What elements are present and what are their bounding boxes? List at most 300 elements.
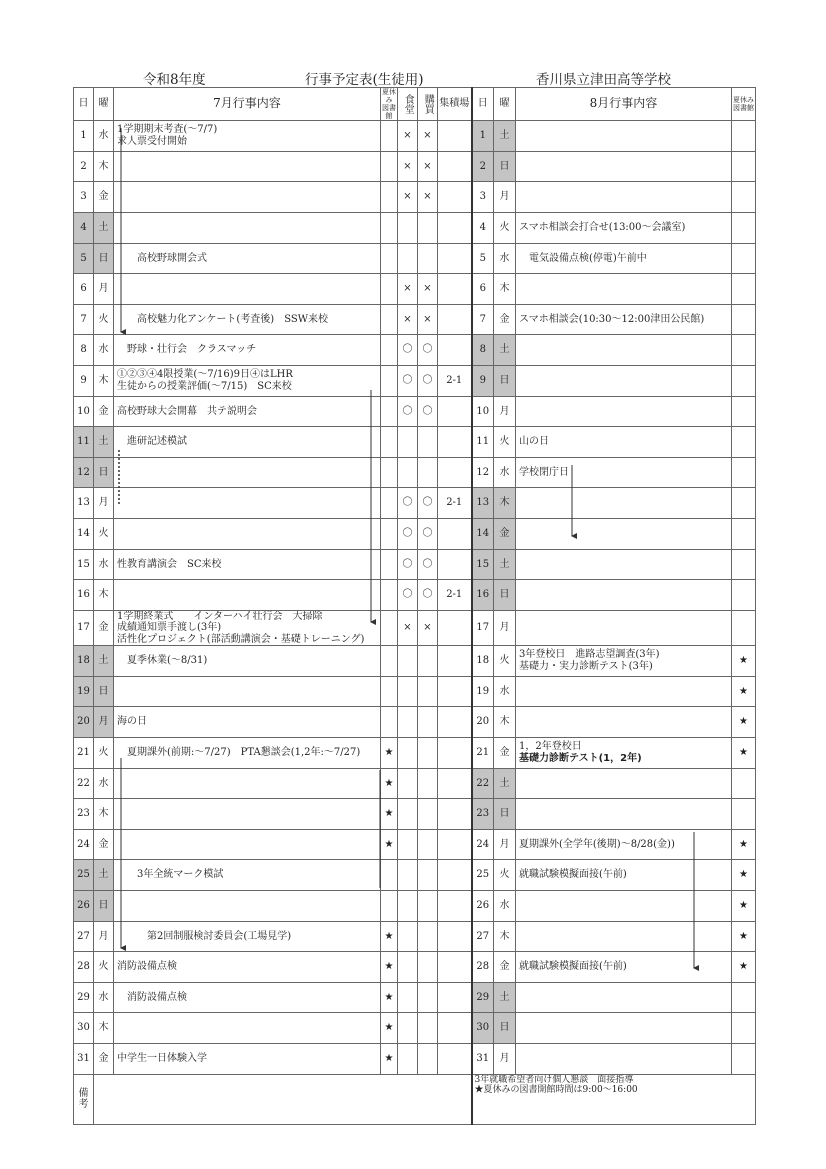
july-day-number: 8 [74,335,94,366]
july-cafeteria-mark [398,737,418,768]
july-shop-mark: × [418,610,438,646]
aug-weekday: 木 [494,707,516,738]
july-library-mark [381,274,398,305]
july-day-number: 7 [74,304,94,335]
july-weekday: 日 [94,457,114,488]
july-day-number: 6 [74,274,94,305]
july-library-mark [381,549,398,580]
aug-library-mark [732,396,756,427]
july-day-number: 2 [74,151,94,182]
aug-day-number: 28 [472,952,494,983]
july-library-mark [381,151,398,182]
july-collect-group [438,952,472,983]
july-shop-mark [418,982,438,1013]
table-row [74,457,756,488]
aug-day-number: 9 [472,365,494,396]
july-library-mark: ★ [381,921,398,952]
aug-event: スマホ相談会打合せ(13:00～会議室) [516,212,732,243]
aug-day-number: 6 [472,274,494,305]
july-weekday: 水 [94,121,114,152]
notes-row [74,1074,756,1124]
aug-library-mark [732,151,756,182]
july-day-number: 22 [74,768,94,799]
july-collect-group [438,829,472,860]
july-collect-group [438,518,472,549]
july-shop-mark [418,921,438,952]
school-name: 香川県立津田高等学校 [536,72,671,88]
aug-weekday: 木 [494,921,516,952]
july-event: 1学期終業式 インターハイ壮行会 大掃除 成績通知票手渡し(3年) 活性化プロジェクト(部活動講演会・基礎トレーニング) [114,610,381,646]
july-library-mark: ★ [381,1043,398,1074]
july-shop-mark: 〇 [418,549,438,580]
july-cafeteria-mark [398,707,418,738]
aug-day-number: 1 [472,121,494,152]
aug-weekday: 土 [494,121,516,152]
july-library-mark: ★ [381,1013,398,1044]
july-collect-group: 2-1 [438,488,472,519]
july-shop-mark [418,799,438,830]
july-event: 性教育講演会 SC来校 [114,549,381,580]
aug-day-number: 24 [472,829,494,860]
july-cafeteria-mark [398,427,418,458]
july-collect-group [438,921,472,952]
july-event [114,212,381,243]
header-weekday: 曜 [94,88,114,121]
july-shop-mark [418,1043,438,1074]
july-weekday: 金 [94,829,114,860]
july-day-number: 29 [74,982,94,1013]
july-library-mark [381,182,398,213]
aug-event [516,921,732,952]
july-collect-group [438,860,472,891]
aug-event [516,396,732,427]
july-library-mark [381,457,398,488]
table-row [74,982,756,1013]
schedule-table [73,87,756,1125]
july-collect-group [438,707,472,738]
aug-library-mark [732,212,756,243]
july-collect-group [438,1043,472,1074]
july-collect-group [438,335,472,366]
july-collect-group [438,151,472,182]
aug-weekday: 日 [494,799,516,830]
july-shop-mark: 〇 [418,396,438,427]
july-collect-group [438,982,472,1013]
july-cafeteria-mark [398,1043,418,1074]
aug-library-mark [732,488,756,519]
july-event: 夏期課外(前期:～7/27) PTA懇談会(1,2年:～7/27) [114,737,381,768]
july-shop-mark [418,676,438,707]
july-cafeteria-mark: 〇 [398,580,418,611]
aug-library-mark [732,1043,756,1074]
july-library-mark: ★ [381,829,398,860]
july-cafeteria-mark: × [398,182,418,213]
aug-weekday: 金 [494,518,516,549]
july-collect-group [438,1013,472,1044]
july-day-number: 25 [74,860,94,891]
july-cafeteria-mark: × [398,610,418,646]
aug-library-mark: ★ [732,890,756,921]
july-cafeteria-mark [398,676,418,707]
aug-event [516,182,732,213]
july-cafeteria-mark [398,243,418,274]
aug-event-line: 1，2年登校日 [519,741,582,753]
aug-library-mark: ★ [732,860,756,891]
aug-event-bold-line: 基礎力診断テスト(1，2年) [519,752,642,764]
july-shop-mark [418,829,438,860]
july-event: 中学生一日体験入学 [114,1043,381,1074]
aug-library-mark: ★ [732,676,756,707]
aug-weekday: 木 [494,274,516,305]
aug-event [516,580,732,611]
july-cafeteria-mark [398,799,418,830]
aug-weekday: 月 [494,396,516,427]
july-cafeteria-mark: × [398,304,418,335]
july-event: 高校魅力化アンケート(考査後) SSW来校 [114,304,381,335]
aug-day-number: 29 [472,982,494,1013]
july-event [114,457,381,488]
aug-day-number: 16 [472,580,494,611]
july-weekday: 水 [94,982,114,1013]
aug-weekday: 水 [494,676,516,707]
aug-weekday: 水 [494,243,516,274]
july-collect-group [438,121,472,152]
header-aug-weekday: 曜 [494,88,516,121]
july-library-mark [381,396,398,427]
aug-weekday: 火 [494,860,516,891]
july-library-mark [381,610,398,646]
july-shop-mark [418,737,438,768]
era-label: 令和8年度 [143,72,206,88]
aug-library-mark [732,518,756,549]
july-weekday: 月 [94,274,114,305]
aug-library-mark [732,365,756,396]
july-weekday: 金 [94,396,114,427]
aug-weekday: 月 [494,610,516,646]
aug-day-number: 27 [472,921,494,952]
july-library-mark [381,427,398,458]
aug-library-mark [732,580,756,611]
table-row [74,182,756,213]
july-cafeteria-mark: 〇 [398,365,418,396]
july-shop-mark [418,212,438,243]
aug-day-number: 7 [472,304,494,335]
july-library-mark [381,243,398,274]
july-library-mark [381,518,398,549]
july-collect-group [438,457,472,488]
july-shop-mark: 〇 [418,580,438,611]
july-cafeteria-mark: × [398,151,418,182]
aug-event [516,274,732,305]
july-event [114,768,381,799]
july-event: 高校野球開会式 [114,243,381,274]
aug-weekday: 土 [494,335,516,366]
aug-weekday: 土 [494,982,516,1013]
aug-library-mark [732,768,756,799]
july-collect-group [438,182,472,213]
table-row [74,707,756,738]
header-july: 7月行事内容 [114,88,381,121]
july-event [114,274,381,305]
aug-library-mark [732,274,756,305]
aug-library-mark: ★ [732,952,756,983]
july-shop-mark [418,707,438,738]
aug-weekday: 月 [494,829,516,860]
july-day-number: 9 [74,365,94,396]
table-row [74,768,756,799]
july-day-number: 20 [74,707,94,738]
july-shop-mark: 〇 [418,365,438,396]
aug-event [516,549,732,580]
july-cafeteria-mark [398,768,418,799]
table-row [74,518,756,549]
aug-event: 電気設備点検(停電)午前中 [516,243,732,274]
july-day-number: 10 [74,396,94,427]
july-day-number: 19 [74,676,94,707]
aug-event: 山の日 [516,427,732,458]
aug-day-number: 8 [472,335,494,366]
notes-label: 備 考 [74,1074,94,1124]
table-row [74,335,756,366]
table-row [74,365,756,396]
july-shop-mark [418,952,438,983]
july-cafeteria-mark [398,921,418,952]
july-cafeteria-mark: × [398,121,418,152]
notes-july-area [94,1074,472,1124]
aug-library-mark [732,304,756,335]
table-row [74,1043,756,1074]
july-collect-group [438,646,472,677]
aug-day-number: 13 [472,488,494,519]
aug-weekday: 月 [494,182,516,213]
page-title: 行事予定表(生徒用) [305,72,424,88]
july-collect-group [438,890,472,921]
july-weekday: 日 [94,890,114,921]
july-event: 消防設備点検 [114,952,381,983]
aug-event: 3年登校日 進路志望調査(3年) 基礎力・実力診断テスト(3年) [516,646,732,677]
table-row [74,860,756,891]
aug-event [516,982,732,1013]
july-cafeteria-mark [398,860,418,891]
july-weekday: 木 [94,365,114,396]
july-event: 高校野球大会開幕 共テ説明会 [114,396,381,427]
aug-weekday: 火 [494,212,516,243]
july-day-number: 17 [74,610,94,646]
july-weekday: 土 [94,860,114,891]
july-weekday: 金 [94,610,114,646]
aug-weekday: 火 [494,427,516,458]
aug-library-mark: ★ [732,921,756,952]
aug-weekday: 日 [494,151,516,182]
aug-library-mark: ★ [732,646,756,677]
aug-weekday: 日 [494,580,516,611]
table-row [74,488,756,519]
table-row [74,737,756,768]
aug-event [516,799,732,830]
aug-library-mark: ★ [732,829,756,860]
aug-weekday: 日 [494,1013,516,1044]
aug-weekday: 日 [494,365,516,396]
july-shop-mark: × [418,304,438,335]
table-row [74,676,756,707]
july-shop-mark: × [418,151,438,182]
aug-library-mark [732,335,756,366]
july-weekday: 日 [94,243,114,274]
july-event: 第2回制服検討委員会(工場見学) [114,921,381,952]
aug-event [516,610,732,646]
july-library-mark [381,580,398,611]
july-event [114,580,381,611]
table-row [74,243,756,274]
july-weekday: 月 [94,488,114,519]
july-weekday: 水 [94,768,114,799]
aug-weekday: 金 [494,952,516,983]
july-cafeteria-mark [398,1013,418,1044]
july-day-number: 12 [74,457,94,488]
july-event: 海の日 [114,707,381,738]
july-library-mark [381,707,398,738]
aug-day-number: 26 [472,890,494,921]
july-day-number: 1 [74,121,94,152]
aug-event [516,335,732,366]
july-day-number: 16 [74,580,94,611]
table-row [74,610,756,646]
july-weekday: 火 [94,952,114,983]
july-day-number: 11 [74,427,94,458]
aug-weekday: 金 [494,304,516,335]
aug-library-mark [732,549,756,580]
july-cafeteria-mark: 〇 [398,396,418,427]
july-library-mark: ★ [381,982,398,1013]
header-shop: 購買 [418,88,438,121]
table-row [74,1013,756,1044]
july-shop-mark: × [418,121,438,152]
july-day-number: 23 [74,799,94,830]
aug-event [516,121,732,152]
july-day-number: 30 [74,1013,94,1044]
july-library-mark [381,365,398,396]
july-event: ①②③④4限授業(～7/16)9日④はLHR 生徒からの授業評価(～7/15) SC来校 [114,365,381,396]
aug-day-number: 4 [472,212,494,243]
aug-library-mark [732,457,756,488]
aug-library-mark [732,427,756,458]
july-cafeteria-mark [398,952,418,983]
july-cafeteria-mark [398,212,418,243]
aug-weekday: 土 [494,768,516,799]
aug-day-number: 12 [472,457,494,488]
aug-day-number: 30 [472,1013,494,1044]
july-day-number: 26 [74,890,94,921]
july-cafeteria-mark: 〇 [398,518,418,549]
july-event [114,1013,381,1044]
july-library-mark [381,890,398,921]
aug-event [516,707,732,738]
july-day-number: 18 [74,646,94,677]
july-weekday: 火 [94,518,114,549]
table-row [74,921,756,952]
july-shop-mark: 〇 [418,488,438,519]
table-row [74,890,756,921]
aug-day-number: 18 [472,646,494,677]
aug-event [516,518,732,549]
aug-event [516,1043,732,1074]
july-event: 野球・壮行会 クラスマッチ [114,335,381,366]
aug-event: 就職試験模擬面接(午前) [516,860,732,891]
july-event: 消防設備点検 [114,982,381,1013]
july-shop-mark [418,890,438,921]
july-library-mark: ★ [381,799,398,830]
july-cafeteria-mark [398,890,418,921]
table-row [74,580,756,611]
july-collect-group [438,427,472,458]
july-cafeteria-mark: 〇 [398,335,418,366]
aug-weekday: 水 [494,890,516,921]
july-collect-group [438,396,472,427]
notes-august: 3年就職希望者向け個人懇談 面接指導 ★夏休みの図書開館時間は9:00～16:00 [472,1074,756,1124]
july-collect-group [438,274,472,305]
july-shop-mark: 〇 [418,518,438,549]
july-weekday: 金 [94,182,114,213]
header-august: 8月行事内容 [516,88,732,121]
july-day-number: 5 [74,243,94,274]
july-cafeteria-mark [398,829,418,860]
header-july-library: 夏休み 図書館 [382,88,396,121]
header-aug-library: 夏休み 図書館 [732,88,756,121]
aug-library-mark [732,121,756,152]
aug-event [516,1013,732,1044]
aug-day-number: 23 [472,799,494,830]
aug-day-number: 25 [472,860,494,891]
july-day-number: 4 [74,212,94,243]
july-weekday: 火 [94,304,114,335]
july-event [114,676,381,707]
aug-event [516,488,732,519]
july-event: 夏季休業(～8/31) [114,646,381,677]
july-day-number: 28 [74,952,94,983]
aug-day-number: 21 [472,737,494,768]
table-row [74,829,756,860]
july-collect-group [438,676,472,707]
july-collect-group [438,737,472,768]
july-cafeteria-mark [398,982,418,1013]
july-collect-group [438,768,472,799]
july-day-number: 27 [74,921,94,952]
aug-day-number: 22 [472,768,494,799]
aug-library-mark: ★ [732,737,756,768]
aug-library-mark [732,610,756,646]
aug-event [516,768,732,799]
july-day-number: 14 [74,518,94,549]
table-row [74,549,756,580]
july-weekday: 土 [94,212,114,243]
july-collect-group [438,549,472,580]
july-library-mark [381,860,398,891]
table-row [74,151,756,182]
july-weekday: 月 [94,921,114,952]
july-event [114,151,381,182]
july-day-number: 24 [74,829,94,860]
july-cafeteria-mark [398,646,418,677]
july-day-number: 13 [74,488,94,519]
july-weekday: 水 [94,549,114,580]
july-weekday: 日 [94,676,114,707]
aug-event: スマホ相談会(10:30～12:00津田公民館) [516,304,732,335]
aug-event [516,890,732,921]
aug-day-number: 3 [472,182,494,213]
july-shop-mark [418,243,438,274]
aug-library-mark [732,182,756,213]
july-shop-mark: 〇 [418,335,438,366]
